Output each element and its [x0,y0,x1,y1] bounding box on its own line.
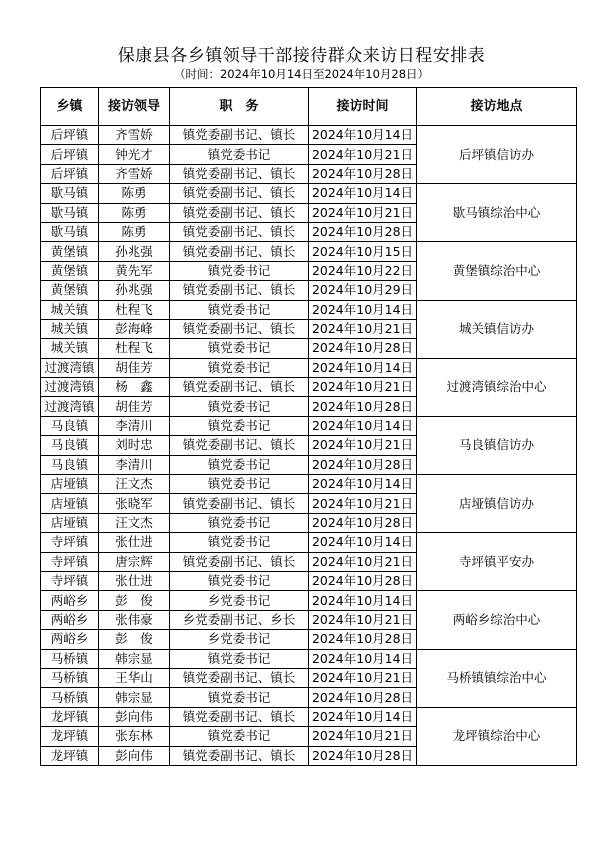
leader-cell: 韩宗显 [99,649,170,668]
date-cell: 2024年10月28日 [309,630,417,649]
township-cell: 两峪乡 [41,591,99,610]
leader-cell: 刘时忠 [99,436,170,455]
date-cell: 2024年10月21日 [309,319,417,338]
date-cell: 2024年10月22日 [309,261,417,280]
position-cell: 镇党委副书记、镇长 [170,378,309,397]
date-cell: 2024年10月14日 [309,126,417,145]
position-cell: 镇党委书记 [170,339,309,358]
header-township: 乡镇 [41,88,99,126]
header-leader: 接访领导 [99,88,170,126]
table-row [41,416,577,435]
table-row [41,707,577,726]
township-cell: 过渡湾镇 [41,397,99,416]
table-header-row [41,88,577,126]
position-cell: 镇党委副书记、镇长 [170,436,309,455]
date-cell: 2024年10月28日 [309,746,417,765]
township-cell: 马良镇 [41,416,99,435]
leader-cell: 张伟豪 [99,610,170,629]
township-cell: 黄堡镇 [41,261,99,280]
position-cell: 镇党委书记 [170,358,309,377]
date-range-subtitle: （时间：2024年10月14日至2024年10月28日） [173,67,430,81]
venue-cell: 过渡湾镇综治中心 [417,358,577,416]
leader-cell: 彭 俊 [99,591,170,610]
township-cell: 两峪乡 [41,630,99,649]
date-cell: 2024年10月14日 [309,358,417,377]
township-cell: 店垭镇 [41,513,99,532]
township-cell: 龙坪镇 [41,707,99,726]
leader-cell: 孙兆强 [99,242,170,261]
date-cell: 2024年10月21日 [309,494,417,513]
leader-cell: 唐宗辉 [99,552,170,571]
page-title: 保康县各乡镇领导干部接待群众来访日程安排表 [117,46,486,66]
leader-cell: 胡佳芳 [99,358,170,377]
leader-cell: 杜程飞 [99,339,170,358]
venue-cell: 城关镇信访办 [417,300,577,358]
township-cell: 寺坪镇 [41,571,99,590]
date-cell: 2024年10月21日 [309,610,417,629]
date-cell: 2024年10月28日 [309,571,417,590]
date-cell: 2024年10月14日 [309,475,417,494]
leader-cell: 黄先军 [99,261,170,280]
township-cell: 马桥镇 [41,649,99,668]
date-cell: 2024年10月28日 [309,688,417,707]
township-cell: 龙坪镇 [41,746,99,765]
leader-cell: 胡佳芳 [99,397,170,416]
leader-cell: 陈勇 [99,184,170,203]
township-cell: 寺坪镇 [41,533,99,552]
date-cell: 2024年10月14日 [309,416,417,435]
position-cell: 镇党委书记 [170,261,309,280]
date-cell: 2024年10月15日 [309,242,417,261]
township-cell: 城关镇 [41,319,99,338]
table-row [41,184,577,203]
table-row [41,475,577,494]
leader-cell: 钟光才 [99,145,170,164]
date-cell: 2024年10月28日 [309,339,417,358]
date-cell: 2024年10月28日 [309,397,417,416]
table-row [41,649,577,668]
position-cell: 镇党委书记 [170,397,309,416]
position-cell: 镇党委副书记、镇长 [170,552,309,571]
leader-cell: 孙兆强 [99,281,170,300]
position-cell: 乡党委副书记、乡长 [170,610,309,629]
position-cell: 镇党委书记 [170,533,309,552]
township-cell: 黄堡镇 [41,281,99,300]
leader-cell: 陈勇 [99,203,170,222]
position-cell: 镇党委副书记、镇长 [170,746,309,765]
township-cell: 歇马镇 [41,184,99,203]
date-cell: 2024年10月14日 [309,649,417,668]
township-cell: 歇马镇 [41,222,99,241]
township-cell: 后坪镇 [41,164,99,183]
leader-cell: 张仕进 [99,571,170,590]
position-cell: 镇党委副书记、镇长 [170,319,309,338]
township-cell: 两峪乡 [41,610,99,629]
position-cell: 镇党委副书记、镇长 [170,668,309,687]
leader-cell: 张东林 [99,727,170,746]
position-cell: 镇党委书记 [170,475,309,494]
header-date: 接访时间 [309,88,417,126]
position-cell: 镇党委副书记、镇长 [170,707,309,726]
township-cell: 城关镇 [41,300,99,319]
leader-cell: 李清川 [99,455,170,474]
position-cell: 镇党委副书记、镇长 [170,222,309,241]
date-cell: 2024年10月14日 [309,533,417,552]
township-cell: 城关镇 [41,339,99,358]
venue-cell: 龙坪镇综治中心 [417,707,577,765]
venue-cell: 歇马镇综治中心 [417,184,577,242]
venue-cell: 后坪镇信访办 [417,126,577,184]
date-cell: 2024年10月28日 [309,222,417,241]
date-cell: 2024年10月21日 [309,145,417,164]
position-cell: 镇党委副书记、镇长 [170,494,309,513]
venue-cell: 寺坪镇平安办 [417,533,577,591]
table-row [41,591,577,610]
leader-cell: 张晓军 [99,494,170,513]
township-cell: 店垭镇 [41,475,99,494]
date-cell: 2024年10月14日 [309,591,417,610]
venue-cell: 黄堡镇综治中心 [417,242,577,300]
position-cell: 镇党委书记 [170,649,309,668]
township-cell: 歇马镇 [41,203,99,222]
date-cell: 2024年10月21日 [309,552,417,571]
position-cell: 镇党委书记 [170,416,309,435]
leader-cell: 齐雪娇 [99,126,170,145]
table-row [41,300,577,319]
schedule-table [40,87,577,766]
venue-cell: 马良镇信访办 [417,416,577,474]
position-cell: 镇党委副书记、镇长 [170,184,309,203]
date-cell: 2024年10月21日 [309,727,417,746]
township-cell: 马桥镇 [41,668,99,687]
date-cell: 2024年10月28日 [309,164,417,183]
position-cell: 乡党委书记 [170,630,309,649]
date-cell: 2024年10月21日 [309,203,417,222]
position-cell: 镇党委副书记、镇长 [170,242,309,261]
position-cell: 镇党委书记 [170,513,309,532]
township-cell: 过渡湾镇 [41,358,99,377]
leader-cell: 彭向伟 [99,707,170,726]
date-cell: 2024年10月21日 [309,668,417,687]
position-cell: 镇党委书记 [170,688,309,707]
leader-cell: 齐雪娇 [99,164,170,183]
township-cell: 后坪镇 [41,145,99,164]
position-cell: 镇党委副书记、镇长 [170,164,309,183]
township-cell: 马良镇 [41,455,99,474]
venue-cell: 店垭镇信访办 [417,475,577,533]
schedule-body [41,126,577,766]
leader-cell: 李清川 [99,416,170,435]
header-position: 职 务 [170,88,309,126]
leader-cell: 汪文杰 [99,513,170,532]
position-cell: 镇党委书记 [170,145,309,164]
leader-cell: 杜程飞 [99,300,170,319]
venue-cell: 两峪乡综治中心 [417,591,577,649]
township-cell: 黄堡镇 [41,242,99,261]
position-cell: 镇党委副书记、镇长 [170,281,309,300]
leader-cell: 汪文杰 [99,475,170,494]
table-row [41,358,577,377]
leader-cell: 韩宗显 [99,688,170,707]
position-cell: 镇党委书记 [170,300,309,319]
date-cell: 2024年10月14日 [309,707,417,726]
date-cell: 2024年10月28日 [309,513,417,532]
township-cell: 寺坪镇 [41,552,99,571]
township-cell: 店垭镇 [41,494,99,513]
township-cell: 后坪镇 [41,126,99,145]
position-cell: 镇党委副书记、镇长 [170,126,309,145]
township-cell: 龙坪镇 [41,727,99,746]
leader-cell: 张仕进 [99,533,170,552]
leader-cell: 陈勇 [99,222,170,241]
leader-cell: 杨 鑫 [99,378,170,397]
header-venue: 接访地点 [417,88,577,126]
position-cell: 镇党委书记 [170,571,309,590]
position-cell: 镇党委书记 [170,455,309,474]
leader-cell: 彭海峰 [99,319,170,338]
position-cell: 镇党委书记 [170,727,309,746]
table-row [41,242,577,261]
leader-cell: 彭向伟 [99,746,170,765]
leader-cell: 彭 俊 [99,630,170,649]
township-cell: 马桥镇 [41,688,99,707]
table-row [41,533,577,552]
date-cell: 2024年10月21日 [309,436,417,455]
position-cell: 乡党委书记 [170,591,309,610]
date-cell: 2024年10月14日 [309,300,417,319]
table-row [41,126,577,145]
date-cell: 2024年10月28日 [309,455,417,474]
date-cell: 2024年10月29日 [309,281,417,300]
venue-cell: 马桥镇镇综治中心 [417,649,577,707]
township-cell: 马良镇 [41,436,99,455]
leader-cell: 王华山 [99,668,170,687]
position-cell: 镇党委副书记、镇长 [170,203,309,222]
date-cell: 2024年10月14日 [309,184,417,203]
township-cell: 过渡湾镇 [41,378,99,397]
date-cell: 2024年10月21日 [309,378,417,397]
